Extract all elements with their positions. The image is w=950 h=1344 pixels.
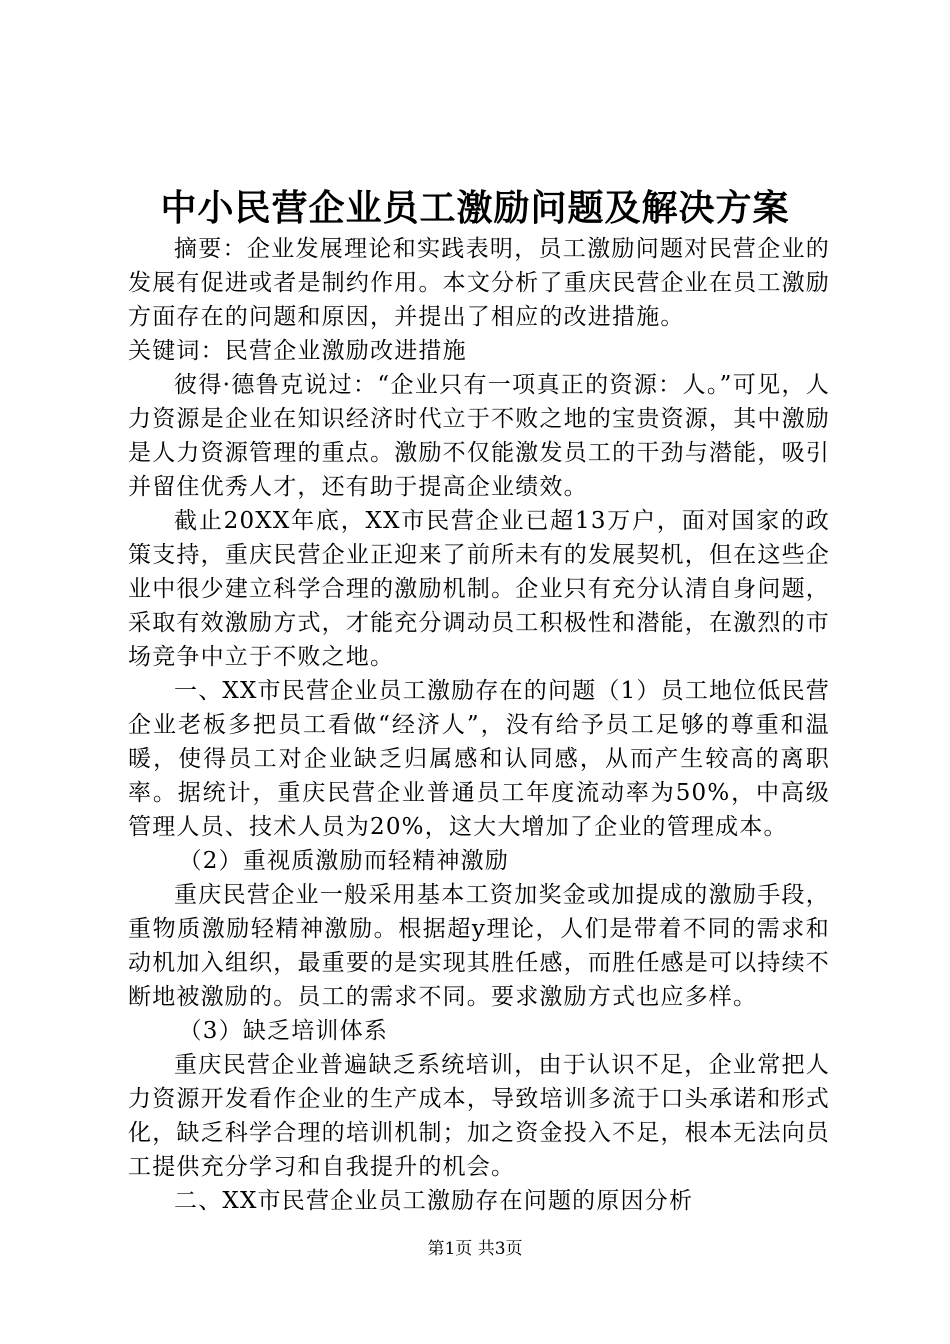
subsection-heading: （2）重视质激励而轻精神激励 xyxy=(178,848,510,874)
section-heading: 二、XX市民营企业员工激励存在问题的原因分析 xyxy=(174,1188,694,1214)
section-heading-paragraph: 一、XX市民营企业员工激励存在的问题（1）员工地位低民营企业老板多把员工看做“经济人”，没有给予员工足够的尊重和温暖，使得员工对企业缺乏归属感和认同感，从而产生较高的离职率。据统计，重庆民营企业普通员工年度流动率为50%，中高级管理人员、技术人员为20%，这大大增加了企业的管理成本。 xyxy=(128,678,830,840)
body-paragraph: 重庆民营企业一般采用基本工资加奖金或加提成的激励手段，重物质激励轻精神激励。根据超y理论，人们是带着不同的需求和动机加入组织，最重要的是实现其胜任感，而胜任感是可以持续不断地被激励的。员工的需求不同。要求激励方式也应多样。 xyxy=(128,882,830,1010)
abstract-paragraph: 摘要：企业发展理论和实践表明，员工激励问题对民营企业的发展有促进或者是制约作用。本文分析了重庆民营企业在员工激励方面存在的问题和原因，并提出了相应的改进措施。 xyxy=(128,236,830,330)
page-title: 中小民营企业员工激励问题及解决方案 xyxy=(160,187,790,229)
page-number-footer: 第1页 共3页 xyxy=(427,1239,523,1259)
document-body xyxy=(128,232,830,1218)
subsection-heading: （3）缺乏培训体系 xyxy=(178,1018,389,1044)
body-paragraph: 重庆民营企业普遍缺乏系统培训，由于认识不足，企业常把人力资源开发看作企业的生产成本，导致培训多流于口头承诺和形式化，缺乏科学合理的培训机制；加之资金投入不足，根本无法向员工提供充分学习和自我提升的机会。 xyxy=(128,1052,830,1180)
body-paragraph: 彼得·德鲁克说过：“企业只有一项真正的资源：人。”可见，人力资源是企业在知识经济时代立于不败之地的宝贵资源，其中激励是人力资源管理的重点。激励不仅能激发员工的干劲与潜能，吸引并留住优秀人才，还有助于提高企业绩效。 xyxy=(128,372,830,500)
keywords-paragraph: 关键词：民营企业激励改进措施 xyxy=(128,338,467,364)
body-paragraph: 截止20XX年底，XX市民营企业已超13万户，面对国家的政策支持，重庆民营企业正迎来了前所未有的发展契机，但在这些企业中很少建立科学合理的激励机制。企业只有充分认清自身问题，采取有效激励方式，才能充分调动员工积极性和潜能，在激烈的市场竞争中立于不败之地。 xyxy=(128,508,830,670)
